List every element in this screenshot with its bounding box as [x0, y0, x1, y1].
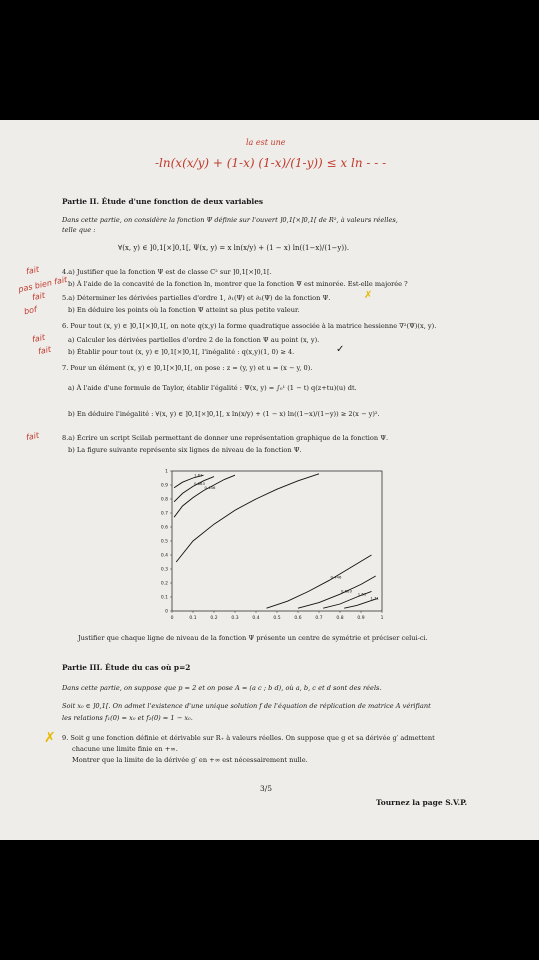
- part2-title: Partie II. Étude d'une fonction de deux variables: [62, 197, 264, 206]
- question-4b: b) À l'aide de la concavité de la fonction ln, montrer que la fonction Ψ est minorée. Est-elle majorée ?: [68, 280, 408, 288]
- question-6b: b) Établir pour tout (x, y) ∈ ]0,1[×]0,1[, l'inégalité : q(x,y)(1, 0) ≥ 4.: [68, 348, 295, 356]
- level-line-label: 0.446: [330, 574, 342, 580]
- part3-title: Partie III. Étude du cas où p=2: [62, 663, 191, 672]
- y-tick-label: 0.2: [160, 581, 168, 587]
- chart-followup-question: Justifier que chaque ligne de niveau de la fonction Ψ présente un centre de symétrie et préciser celui-ci.: [78, 634, 428, 642]
- y-tick-label: 0.8: [160, 497, 168, 503]
- part3-intro: Dans cette partie, on suppose que p = 2 et on pose A = (a c ; b d), où a, b, c et d sont des réels.: [62, 684, 382, 692]
- part2-intro-2: telle que :: [62, 226, 96, 234]
- level-line-series: [267, 555, 372, 608]
- x-tick-label: 0.5: [273, 616, 281, 621]
- question-8a: 8.a) Écrire un script Scilab permettant de donner une représentation graphique de la fonction Ψ.: [62, 434, 389, 442]
- y-tick-label: 0: [165, 609, 168, 615]
- page-number: 3/5: [260, 784, 273, 793]
- question-9-line3: Montrer que la limite de la dérivée g′ en +∞ est nécessairement nulle.: [72, 756, 308, 764]
- question-5b: b) En déduire les points où la fonction Ψ atteint sa plus petite valeur.: [68, 306, 300, 314]
- level-line-label: 0.446: [204, 485, 216, 491]
- y-tick-label: 0.1: [160, 595, 168, 601]
- level-line-series: [176, 474, 319, 562]
- check-mark: ✓: [336, 344, 345, 355]
- question-8b: b) La figure suivante représente six lignes de niveau de la fonction Ψ.: [68, 446, 302, 454]
- question-4a: 4.a) Justifier que la fonction Ψ est de classe C² sur ]0,1[×]0,1[.: [62, 268, 272, 276]
- question-7b: b) En déduire l'inégalité : ∀(x, y) ∈ ]0,1[×]0,1[, x ln(x/y) + (1 − x) ln((1−x)/(1−y)) ≥ 2(x − y)².: [68, 410, 380, 418]
- question-9-line2: chacune une limite finie en +∞.: [72, 745, 178, 753]
- question-6: 6. Pour tout (x, y) ∈ ]0,1[×]0,1[, on note q(x,y) la forme quadratique associée à la matrice hessienne ∇²(Ψ)(x, y).: [62, 322, 437, 330]
- turn-page-note: Tournez la page S.V.P.: [376, 798, 468, 807]
- margin-note-8a: fait: [25, 430, 40, 443]
- question-7: 7. Pour un élément (x, y) ∈ ]0,1[×]0,1[, on pose : z = (y, y) et u = (x − y, 0).: [62, 364, 313, 372]
- margin-note-5b: bof: [23, 304, 38, 317]
- x-tick-label: 1: [380, 616, 384, 621]
- level-lines-chart: [150, 465, 390, 625]
- x-tick-label: 0.1: [189, 616, 197, 621]
- psi-definition: ∀(x, y) ∈ ]0,1[×]0,1[, Ψ(x, y) = x ln(x/y) + (1 − x) ln((1−x)/(1−y)).: [118, 244, 350, 252]
- question-5a: 5.a) Déterminer les dérivées partielles d'ordre 1, ∂₁(Ψ) et ∂₂(Ψ) de la fonction Ψ.: [62, 294, 331, 302]
- x-tick-label: 0.9: [357, 616, 365, 621]
- margin-note-6b: fait: [37, 344, 52, 357]
- y-tick-label: 0.9: [160, 483, 168, 489]
- x-tick-label: 0.6: [294, 616, 302, 621]
- y-tick-label: 0.5: [160, 539, 168, 545]
- cross-mark-q9: ✗: [44, 730, 56, 746]
- y-tick-label: 0.6: [160, 525, 168, 531]
- x-tick-label: 0.4: [252, 616, 260, 621]
- cross-mark: ✗: [364, 290, 373, 301]
- handwritten-inequality: -ln(x(x/y) + (1-x) (1-x)/(1-y)) ≤ x ln - - -: [155, 156, 387, 170]
- x-tick-label: 0.7: [315, 616, 323, 621]
- x-tick-label: 0.8: [336, 616, 344, 621]
- question-6a: a) Calculer les dérivées partielles d'ordre 2 de la fonction Ψ au point (x, y).: [68, 336, 320, 344]
- question-7a: a) À l'aide d'une formule de Taylor, établir l'égalité : Ψ(x, y) = ∫₀¹ (1 − t) q(z+tu)(u) dt.: [68, 384, 357, 392]
- question-9: 9. Soit g une fonction définie et dérivable sur R₊ à valeurs réelles. On suppose que g et sa dérivée g′ admettent: [62, 734, 435, 742]
- x-tick-label: 0.2: [210, 616, 218, 621]
- y-tick-label: 0.7: [160, 511, 168, 517]
- level-line-label: 1.61: [357, 591, 367, 597]
- part2-intro: Dans cette partie, on considère la fonction Ψ définie sur l'ouvert ]0,1[×]0,1[ de R², à valeurs réelles,: [62, 216, 398, 224]
- level-line-label: 0.863: [194, 480, 205, 486]
- level-line-label: 1.71: [370, 595, 379, 601]
- margin-note-4a: fait: [25, 264, 40, 277]
- y-tick-label: 1: [165, 469, 168, 475]
- level-line-label: 0.863: [341, 588, 352, 594]
- margin-note-6a: fait: [31, 332, 46, 345]
- margin-note-5a: fait: [31, 290, 46, 303]
- x-tick-label: 0: [170, 616, 174, 621]
- handwritten-note-small: la est une: [246, 138, 286, 147]
- part3-line2: Soit x₀ ∈ ]0,1[. On admet l'existence d'une unique solution f de l'équation de réplication de matrice A vérifiant: [62, 702, 431, 710]
- y-tick-label: 0.4: [160, 553, 168, 559]
- part3-line3: les relations f₁(0) = x₀ et f₂(0) = 1 − x₀.: [62, 714, 193, 722]
- level-line-label: 1.61: [194, 472, 203, 478]
- margin-note-4b: pas bien fait: [17, 274, 69, 295]
- exam-page: [0, 120, 539, 840]
- y-tick-label: 0.3: [160, 567, 168, 573]
- x-tick-label: 0.3: [231, 616, 239, 621]
